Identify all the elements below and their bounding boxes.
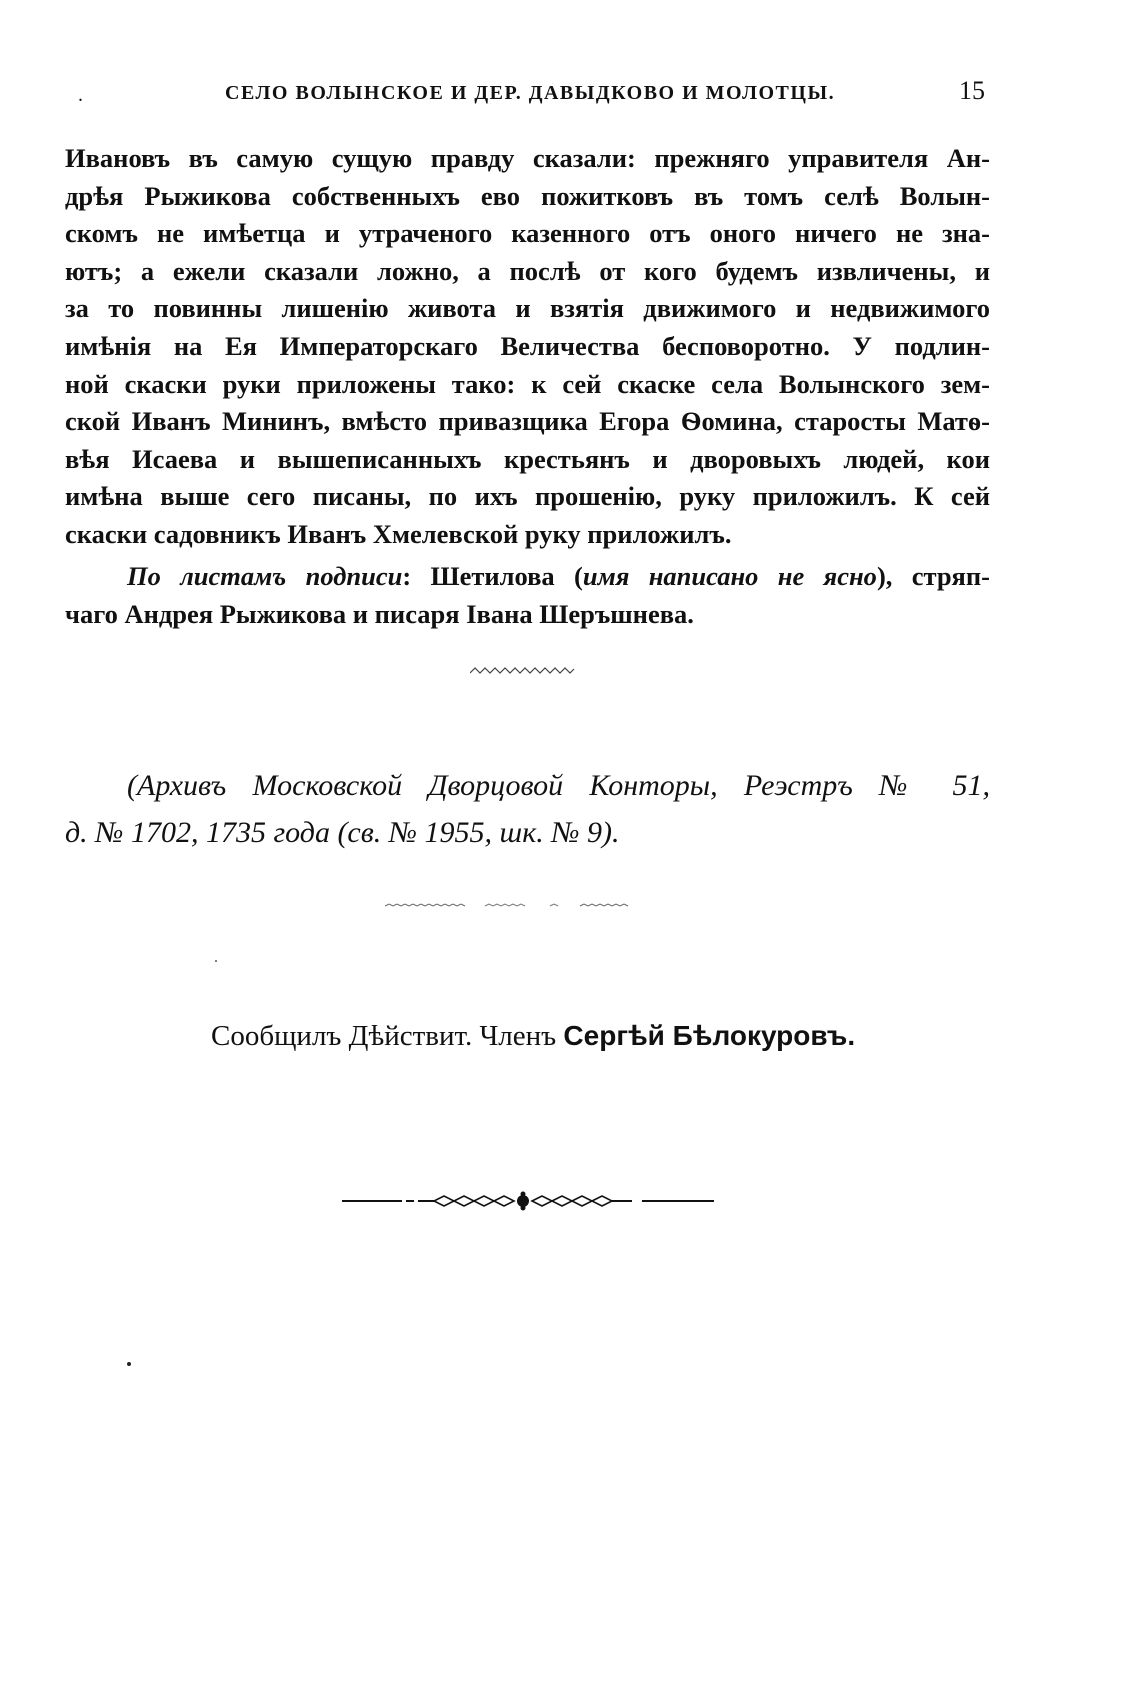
paragraph-line: Ивановъ въ самую сущую правду сказали: прежняго управителя Ан-	[65, 143, 990, 173]
wavy-divider-icon	[470, 664, 575, 676]
archive-line-1: (Архивъ Московской Дворцовой Конторы, Реэстръ № 51,	[127, 769, 990, 802]
print-speck	[215, 960, 217, 962]
signatures-text: : Шетилова (	[402, 561, 583, 591]
page-header	[75, 72, 990, 112]
archive-line-2: д. № 1702, 1735 года (св. № 1955, шк. № 9).	[65, 816, 620, 849]
paragraph-line: за то повинны лишенію живота и взятія движимого и недвижимого	[65, 293, 990, 324]
paragraph-line: ютъ; а ежели сказали ложно, а послѣ от кого будемъ извличены, и	[65, 255, 990, 286]
signatures-line-2: чаго Андрея Рыжикова и писаря Івана Шеръшнева.	[65, 598, 694, 629]
author-name: Сергѣй Бѣлокуровъ.	[563, 1020, 856, 1051]
author-prefix: Сообщилъ Дѣйствит. Членъ	[211, 1020, 557, 1052]
signatures-label: По листамъ подписи	[127, 561, 403, 591]
paragraph-line: имѣна выше сего писаны, по ихъ прошенію, руку приложилъ. К сей	[65, 481, 990, 512]
paragraph-line: скаски садовникъ Иванъ Хмелевской руку приложилъ.	[65, 518, 732, 549]
signatures-note: имя написано не ясно	[582, 561, 877, 591]
running-title: СЕЛО ВОЛЫНСКОЕ И ДЕР. ДАВЫДКОВО И МОЛОТЦЫ.	[225, 82, 836, 104]
author-line	[211, 1020, 855, 1053]
paragraph-line: дрѣя Рыжикова собственныхъ ево пожитковъ въ томъ селѣ Волын-	[65, 180, 990, 211]
paragraph-line: скомъ не имѣетца и утраченого казенного отъ оного ничего не зна-	[65, 218, 990, 249]
signatures-paragraph	[65, 558, 990, 633]
paragraph-line: ской Иванъ Мининъ, вмѣсто привазщика Егора Ѳомина, старосты Матѳ-	[65, 406, 990, 437]
dotted-divider-icon	[385, 900, 680, 910]
archive-reference	[65, 762, 990, 856]
paragraph-line: вѣя Исаева и вышеписанныхъ крестьянъ и дворовыхъ людей, кои	[65, 443, 990, 474]
ornamental-rule-icon	[342, 1189, 714, 1213]
paragraph-line: имѣнія на Ея Императорскаго Величества бесповоротно. У подлин-	[65, 330, 990, 361]
page-number: 15	[959, 76, 985, 105]
paragraph-line: ной скаски руки приложены тако: к сей скаске села Волынского зем-	[65, 368, 990, 399]
print-speck	[127, 1362, 131, 1366]
signatures-line	[65, 558, 990, 596]
main-paragraph	[65, 140, 990, 554]
header-leading-mark: .	[78, 84, 83, 106]
signatures-text-end: ), стряп-	[876, 561, 990, 591]
